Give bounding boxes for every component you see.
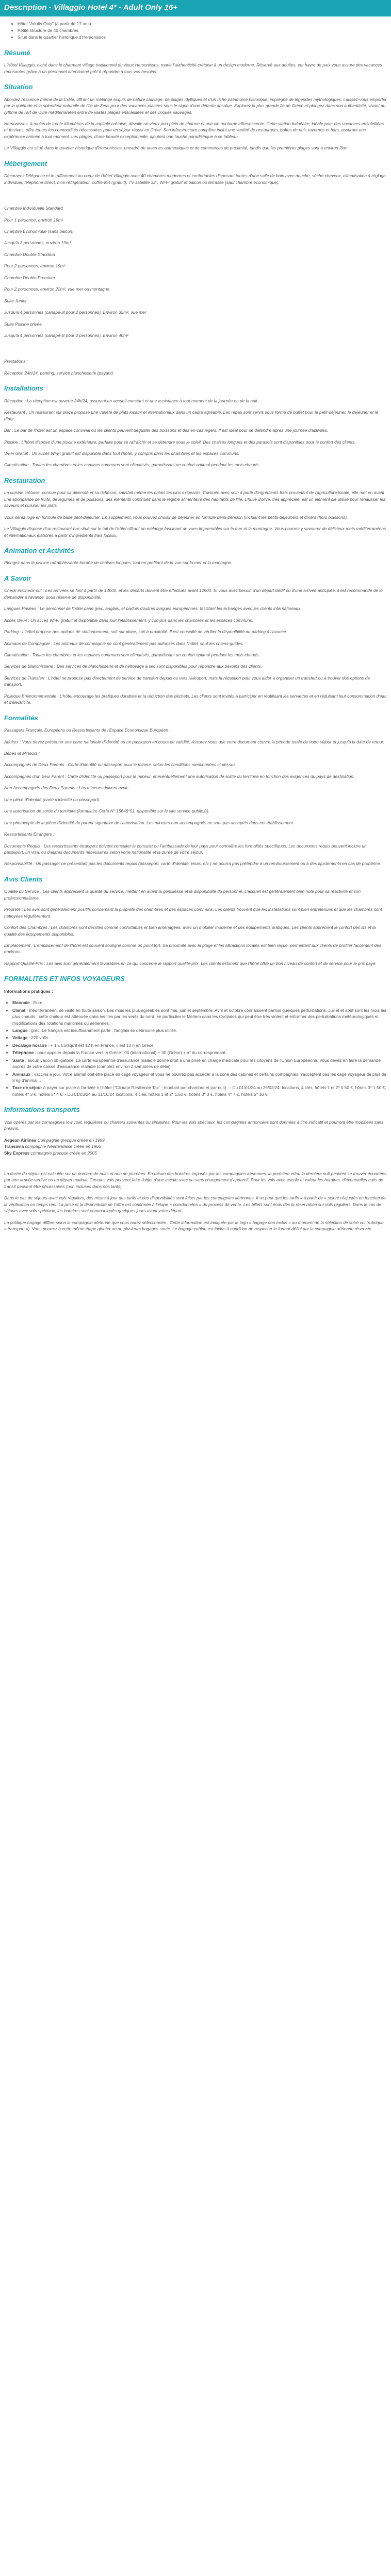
info-label: Téléphone bbox=[12, 1050, 34, 1056]
asavoir-paragraph: Langues Parlées : Le personnel de l'hôtel parle grec, anglais, et parfois d'autres langues européennes, facilitant les échanges avec les clients internationaux. bbox=[4, 606, 302, 612]
restauration-paragraph: La cuisine crétoise, connue pour sa diversité et sa richesse, satisfait même les palais les plus exigeants. Cuisinée avec soin à partir d'ingrédients frais provenant de l'agriculture locale, elle met en avant une abondance de fruits, de légumes et de poissons, des éléments continuez dans le régime alimentaire des habitants de l'île. L'huile d'olive, très appréciée, est un élément clé utilisé pour rehausser les saveurs et cuisiner les plats. bbox=[4, 490, 386, 509]
info-item bbox=[12, 1057, 387, 1070]
airline-item bbox=[4, 1150, 387, 1156]
asavoir-paragraph: Accès Wi-Fi : Un accès Wi-Fi gratuit et disponible dans tout l'établissement, y compris dans les chambres et les espaces communs. bbox=[4, 617, 253, 623]
highlights-list bbox=[4, 21, 387, 41]
transports-paragraph: La politique bagage diffère selon la compagnie aérienne que vous aurez sélectionnée : Cette information est indiquée par le logo « bagage non inclus » au moment de la sélection de votre vol (rubrique « transport »). Vous pourrez à cette même étape ajouter un ou plusieurs bagages soute. Le bagage cabine est inclus à condition de respecter le format défini par la compagnie aérienne réservée. bbox=[4, 1219, 384, 1232]
avis-paragraph: Propreté : Les avis sont généralement positifs concernant la propreté des chambres et des espaces communs. Les clients trouvent que les installations sont bien entretenues et que les chambres sont nettoyées régulièrement. bbox=[4, 907, 382, 919]
info-item bbox=[12, 1049, 387, 1056]
asavoir-paragraph: Politique Environnementale : L'hôtel encourage les pratiques durables et la réduction des déchets. Les clients sont invités à participer en réutilisant les serviettes et en réduisant leur consommation d'eau et d'électricité. bbox=[4, 693, 387, 705]
info-text: : méditerranéen, se visite en toute saison. Les mois les plus agréables sont mai, juin et septembre. Avril et octobre connaissent parfois quelques perturbations. Juillet et août sont les mois les plus chauds ; cette chaleur est atténuée dans les îles par les vents du nord, en particulier le Meltem dans les Cyclades qui peut être très violent et entraîner des perturbations météorologiques et modifications des rotations maritimes ou aériennes. bbox=[12, 1007, 386, 1026]
formalites-paragraph: Passagers Français, Européens ou Ressortissants de l'Espace Économique Européen : bbox=[4, 727, 171, 733]
formalites-paragraph: Une photocopie de la pièce d'identité du parent signataire de l'autorisation. Les mineurs non-accompagnés ne sont pas acceptés dans cet établissement. bbox=[4, 820, 295, 825]
installations-paragraph: Bar : Le bar de l'hôtel est un espace convivial où les clients peuvent déguster des boissons et des en-cas légers. Il est idéal pour se détendre après une journée d'activités. bbox=[4, 428, 329, 433]
info-label: Animaux bbox=[12, 1071, 31, 1077]
transports-paragraph: La durée du séjour est calculée sur un nombre de nuits et non de journées. En raison des horaires imposés par les compagnies aériennes, la première et/ou la dernière nuit peuvent se trouver écourtées par une arrivée tardive ou un départ matinal. Certains vols peuvent faire l'objet d'une escale avec ou sans changement d'appareil. Pour les vols avec escale et valeur les horaires, d'éventuelles nuits de transit peuvent être nécessaires (non incluses dans nos tarifs). bbox=[4, 1171, 387, 1189]
situation-paragraph: Le Villaggio est situé dans le quartier historique d'Hersonissos, encadré de tavernes authentiques et de commerces de proximité, tandis que les premières plages sont à environ 2km. bbox=[4, 145, 349, 151]
room-detail: Pour 2 personnes, environ 22m², vue mer ou montagne bbox=[4, 286, 109, 292]
airline-name: Aegean Airlines bbox=[4, 1137, 37, 1143]
room-detail: Jusqu'à 4 personnes (canapé-lit pour 2 personnes). Environ 35m², vue mer bbox=[4, 310, 146, 315]
room-detail: Pour 1 personne, environ 19m² bbox=[4, 217, 63, 223]
formalites-paragraph: Accompagnés d'un Seul Parent : Carte d'identité ou passeport pour le mineur, et éventuellement une autorisation de sortie du territoire en fonction des exigences du pays de destination. bbox=[4, 773, 355, 779]
highlight-item: • Hôtel "Adults Only" (à partir de 17 ans) bbox=[18, 21, 387, 27]
section-heading-restauration: Restauration bbox=[4, 476, 45, 484]
situation-paragraph: Abordez l'essence même de la Crète, offrant un mélange exquis de nature sauvage, de plages idylliques et d'un riche patrimoine historique, imprégné de légendes mythologiques. Laissez-vous emporter par la quiétude et la splendeur naturelle de l'île de Zeus pour des vacances placées sous le signe d'une détente absolue. Explorez la plus grande île de Grèce et plongez dans son authenticité, vivant au rythme de l'art de vivre méditerranéen entre de vastes plages ensoleillées et des criques sauvages. bbox=[4, 96, 387, 115]
formalites-paragraph: Ressortissants Étrangers : bbox=[4, 832, 55, 837]
avis-paragraph: Confort des Chambres : Les chambres sont décrites comme confortables et bien aménagées, avec un mobilier moderne et des équipements pratiques. Les clients apprécient le confort des lits et la qualité des équipements disponibles. bbox=[4, 925, 376, 937]
info-label: Langue bbox=[12, 1027, 28, 1033]
room-detail: Jusqu'à 4 personnes (canapé-lit pour 2 personnes). Environ 40m² bbox=[4, 332, 128, 338]
info-text: : grec. Le français est insuffisamment parlé ; l'anglais se débrouille plus utilisé. bbox=[27, 1027, 177, 1033]
info-text: : vaccins à jour. Votre animal doit être placé en cage voyageur et vous ne pourrez pas accéder à la zone des cabines et certains compagnies n'acceptent pas les cage voyageur de plus de 8 kg d'animal... bbox=[12, 1071, 386, 1083]
airline-name: Transavia bbox=[4, 1144, 24, 1149]
avis-paragraph: Emplacement : L'emplacement de l'hôtel est souvent souligné comme un point fort. Sa proximité avec la plage et les attractions locales est bien reçue, permettant aux clients de profiter facilement des environs. bbox=[4, 942, 381, 955]
room-name: Chambre Économique (sans balcon) bbox=[4, 229, 74, 234]
highlight-item: • Situé dans le quartier historique d'Hersonissos bbox=[18, 34, 387, 40]
highlight-item: • Petite structure de 40 chambres bbox=[18, 27, 387, 33]
section-heading-situation: Situation bbox=[4, 83, 33, 91]
info-text: : Euro. bbox=[29, 1000, 44, 1006]
room-name: Chambre Double Premium bbox=[4, 275, 55, 280]
asavoir-paragraph: Climatisation : Toutes les chambres et les espaces communs sont climatisés, garantissant un confort optimal pendant les mois chauds. bbox=[4, 652, 260, 657]
info-label: Monnaie bbox=[12, 1000, 30, 1006]
room-name: Chambre Individuelle Standard bbox=[4, 206, 63, 211]
installations-paragraph: Restaurant : Un restaurant sur place propose une variété de plats locaux et internationaux dans un cadre agréable. Les repas sont servis sous forme de buffet pour le petit-déjeuner, le déjeuner et le dîner. bbox=[4, 410, 379, 421]
formalites-paragraph: Responsabilité : Un passager ne présentant pas les documents requis (passeport, carte d'identité, visas, etc.) ne pourra pas prétendre à un remboursement ou à des ajustements en cas de problème. bbox=[4, 861, 381, 867]
section-heading-transports: Informations transports bbox=[4, 1106, 80, 1114]
avis-paragraph: Qualité du Service : Les clients apprécient la qualité du service, mettant en avant la gentillesse et la disponibilité du personnel. L'accueil est généralement bien noté pour sa réactivité et son professionnalisme. bbox=[4, 889, 361, 901]
asavoir-paragraph: Services de Blanchisserie : Des services de blanchisserie et de nettoyage à sec sont disponibles pour répondre aux besoins des clients. bbox=[4, 664, 262, 669]
info-text: : + 1h. Lorsqu'il est 12 h en France, il est 13 h en Grèce. bbox=[46, 1042, 155, 1048]
info-item bbox=[12, 1084, 387, 1097]
info-item bbox=[12, 999, 387, 1006]
section-heading-installations: Installations bbox=[4, 384, 43, 393]
info-item bbox=[12, 1071, 387, 1084]
prestations-title: Prestations : bbox=[4, 359, 28, 364]
room-detail: Pour 2 personnes, environ 19m² bbox=[4, 263, 66, 269]
info-text: à payer sur place à l'arrivée à l'hôtel ("Climate Resilience Tax" ; montant par chambre et par nuit) : - Du 01/01/24 au 29/02/24: locations, 4 clés, hôtels 1 et 2* 0,50 €, hôtels 3* 1,50 €, hôtels 4* 3 €, hôtels 5* 4 €. - Du 01/03/24 au 31/10/24 locations, 4 clés, hôtels 1 et 2* 1,50 €, hôtels 3* 3 €, hôtels 4* 7 €, hôtels 5* 10 €. bbox=[12, 1085, 386, 1097]
info-label: Voltage bbox=[12, 1035, 28, 1041]
installations-paragraph: Climatisation : Toutes les chambres et les espaces communs sont climatisés, garantissant un confort optimal pendant les mois chauds. bbox=[4, 462, 260, 468]
asavoir-paragraph: Services de Transfert : L'hôtel ne propose pas directement de service de transfert depuis ou vers l'aéroport, mais la réception peut vous aider à organiser un transfert ou à trouver des options de transport. bbox=[4, 675, 370, 687]
animation-paragraph: Plongez dans la piscine rafraîchissante bordée de chaises longues, tout en profitant de la vue sur la mer et la montagne. bbox=[4, 560, 233, 566]
section-heading-formalites-infos: FORMALITES ET INFOS VOYAGEURS bbox=[4, 975, 125, 983]
transports-intro: Vols opérés par les compagnies low cost, régulières ou charters suivantes ou similaires. Pour les vols spéciaux, les compagnies annoncées sont données à titre indicatif et pourront être modifiées sans préavis. bbox=[4, 1119, 384, 1131]
section-heading-resume: Résumé bbox=[4, 48, 30, 57]
formalites-paragraph: Adultes : Vous devez présenter une carte nationale d'identité ou un passeport en cours de validité. Assurez-vous que votre document couvre la période totale de votre séjour et jusqu'à la date de retour. bbox=[4, 739, 384, 744]
info-text: : aucun vaccin obligatoire. La carte européenne d'assurance maladie donne droit à une prise en charge médicale pour les citoyens de l'Union Européenne. Vous devez en faire la demande auprès de votre caisse d'assurance maladie (comptez environ 2 semaines de délai). bbox=[12, 1057, 381, 1070]
installations-paragraph: Wi-Fi Gratuit : Un accès Wi-Fi gratuit est disponible dans tout l'hôtel, y compris dans les chambres et les espaces communs. bbox=[4, 450, 240, 456]
page bbox=[0, 0, 391, 1253]
hebergement-paragraph: Découvrez l'élégance et le raffinement au cœur de l'hôtel Villaggio avec 40 chambres modernes et confortables disposant toutes d'une salle de bain avec douche, sèche-cheveux, climatisation à réglage individuel, téléphone direct, mini-réfrigérateur, coffre-fort (gratuit), TV satellite 32", Wi-Fi gratuit et balcon ou terrasse (sauf chambre économique). bbox=[4, 173, 386, 185]
room-name: Chambre Double Standard bbox=[4, 251, 55, 257]
resume-paragraph: L'Hôtel Villaggio, niché dans le charmant village traditionnel du vieux Hersonissos, marie l'authenticité crétoise à un design moderne. Réservé aux adultes, cet havre de paix vous assure des vacances reposantes grâce à un personnel attentionné prêt à répondre à tous vos besoins. bbox=[4, 62, 382, 74]
airline-desc: compagnie Néerlandaise créée en 1966 bbox=[24, 1144, 101, 1149]
info-item bbox=[12, 1027, 387, 1033]
formalites-paragraph: Accompagnés de Deux Parents : Carte d'identité ou passeport pour le mineur, selon les conditions mentionnées ci-dessus. bbox=[4, 762, 237, 768]
formalites-paragraph: Bébés et Mineurs : bbox=[4, 751, 40, 756]
room-detail: Jusqu'à 3 personnes, environ 19m² bbox=[4, 240, 71, 246]
info-label: Santé bbox=[12, 1057, 24, 1063]
airline-name: Sky Express bbox=[4, 1150, 30, 1156]
info-item bbox=[12, 1007, 387, 1026]
formalites-paragraph: Non Accompagnés des Deux Parents : Les mineurs doivent avoir : bbox=[4, 785, 131, 791]
asavoir-paragraph: Animaux de Compagnie : Les animaux de compagnie ne sont généralement pas autorisés dans l'hôtel, sauf les chiens-guides. bbox=[4, 640, 244, 646]
info-item bbox=[12, 1035, 387, 1041]
info-label: Climat bbox=[12, 1007, 26, 1013]
installations-paragraph: Piscine : L'hôtel dispose d'une piscine extérieure, parfaite pour se rafraîchir et se détendre sous le soleil. Des chaises longues et des parasols sont disponibles pour le confort des clients. bbox=[4, 439, 356, 445]
airlines-list bbox=[4, 1137, 387, 1156]
practical-info-title: Informations pratiques : bbox=[4, 988, 53, 994]
info-item bbox=[12, 1042, 387, 1048]
section-heading-hebergement: Hébergement bbox=[4, 159, 47, 167]
situation-paragraph: Hersonissos, à moins de trente kilomètres de la capitale crétoise, dévoile un vieux port plein de charme et une vie nocturne effervescente. Cette station balnéaire, idéale pour des vacances ensoleillées et festives, offre toutes les commodités nécessaires pour un séjour réussi en Crète. Son infrastructure complète inclut une variété de restaurants, boîtes de nuit, tavernes et bars, assurant une expérience animée à tout moment. Les plages, d'une beauté exceptionnelle, ajoutent une touche paradisiaque à ce tableau. bbox=[4, 121, 384, 139]
restauration-paragraph: Le Villaggio dispose d'un restaurant-bar situé sur le toit de l'hôtel offrant un mélange fascinant de vues imprenables sur la mer et la montagne. Vous pourrez y savourer de délicieux mets méditerranéens et internationaux élaborés à partir d'ingrédients frais locaux. bbox=[4, 526, 386, 538]
formalites-paragraph: Documents Requis : Les ressortissants étrangers doivent consulter le consulat ou l'ambassade de leur pays pour connaître les formalités spécifiques. Les documents requis peuvent inclure un passeport, un visa, ou d'autres documents nécessaires selon votre nationalité et la durée de votre séjour. bbox=[4, 843, 367, 855]
prestations-text: Réception 24h/24, parking, service blanchisserie (payant) bbox=[4, 370, 113, 376]
formalites-paragraph: Une pièce d'identité (carte d'identité ou passeport). bbox=[4, 796, 101, 802]
avis-paragraph: Rapport Qualité-Prix : Les avis sont généralement favorables en ce qui concerne le rapport qualité-prix. Les clients estiment que l'hôtel offre un bon niveau de confort et de service pour le prix payé. bbox=[4, 960, 377, 966]
airline-item bbox=[4, 1143, 387, 1149]
airline-desc: compagnie grecque créée en 2005 bbox=[29, 1150, 97, 1156]
asavoir-paragraph: Parking : L'hôtel propose des options de stationnement, soit sur place, soit à proximité. Il est conseillé de vérifier la disponibilité du parking à l'avance. bbox=[4, 629, 287, 635]
practical-info-list bbox=[4, 999, 387, 1097]
installations-paragraph: Réception : La réception est ouverte 24h/24, assurant un accueil constant et une assistance à tout moment de la journée ou de la nuit. bbox=[4, 398, 259, 403]
section-heading-formalites: Formalités bbox=[4, 714, 38, 722]
transports-paragraph: Dans le cas de séjours avec vols réguliers, des mises à jour des tarifs et des disponibilités sont faites par les compagnies aériennes. Il se peut que les tarifs « à partir de » soient réajustés en fonction de la vérification en temps réel. La prise et la disponibilité de l'offre est confirmée à l'étape « coordonnées » du process de vente. Les billets sont émis dès la réservation sur vols réguliers. Dans le cas de séjours avec vols spéciaux, les horaires sont communiqués quelques jours avant votre départ. bbox=[4, 1195, 386, 1214]
room-name: Suite Junior bbox=[4, 298, 27, 303]
section-heading-animation: Animation et Activités bbox=[4, 546, 75, 554]
asavoir-paragraph: Check-in/Check-out : Les arrivées se font à partir de 14h00, et les départs doivent être effectués avant 12h00. Si vous avez besoin d'un départ tardif ou d'une arrivée anticipée, il est recommandé de le demander à l'avance, sous réserve de disponibilité. bbox=[4, 588, 383, 600]
page-title: Description - Villaggio Hotel 4* - Adult Only 16+ bbox=[0, 0, 391, 16]
info-text: : pour appeler depuis la France vers la Grèce : 00 (international) + 30 (Grèce) + n° du correspondant. bbox=[34, 1050, 227, 1056]
info-text: : 220 volts. bbox=[27, 1035, 50, 1041]
airline-item bbox=[4, 1137, 387, 1143]
formalites-paragraph: Une autorisation de sortie du territoire (formulaire Cerfa N° 15646*01, disponible sur le site service-public.fr). bbox=[4, 808, 210, 814]
info-label: Taxe de séjour bbox=[12, 1085, 42, 1091]
airline-desc: Compagnie grecque créée en 1999 bbox=[36, 1137, 105, 1143]
section-heading-asavoir: A Savoir bbox=[4, 574, 31, 582]
section-heading-avis-clients: Avis Clients bbox=[4, 875, 43, 883]
room-name: Suite Piscine privée bbox=[4, 321, 42, 327]
restauration-paragraph: Vous serez logé en formule de base petit-déjeuner. En supplément, vous pouvez choisir de déjeuner en formule demi-pension (incluant les petits-déjeuners et dîners (hors boissons). bbox=[4, 514, 348, 520]
info-label: Décalage horaire bbox=[12, 1042, 47, 1048]
